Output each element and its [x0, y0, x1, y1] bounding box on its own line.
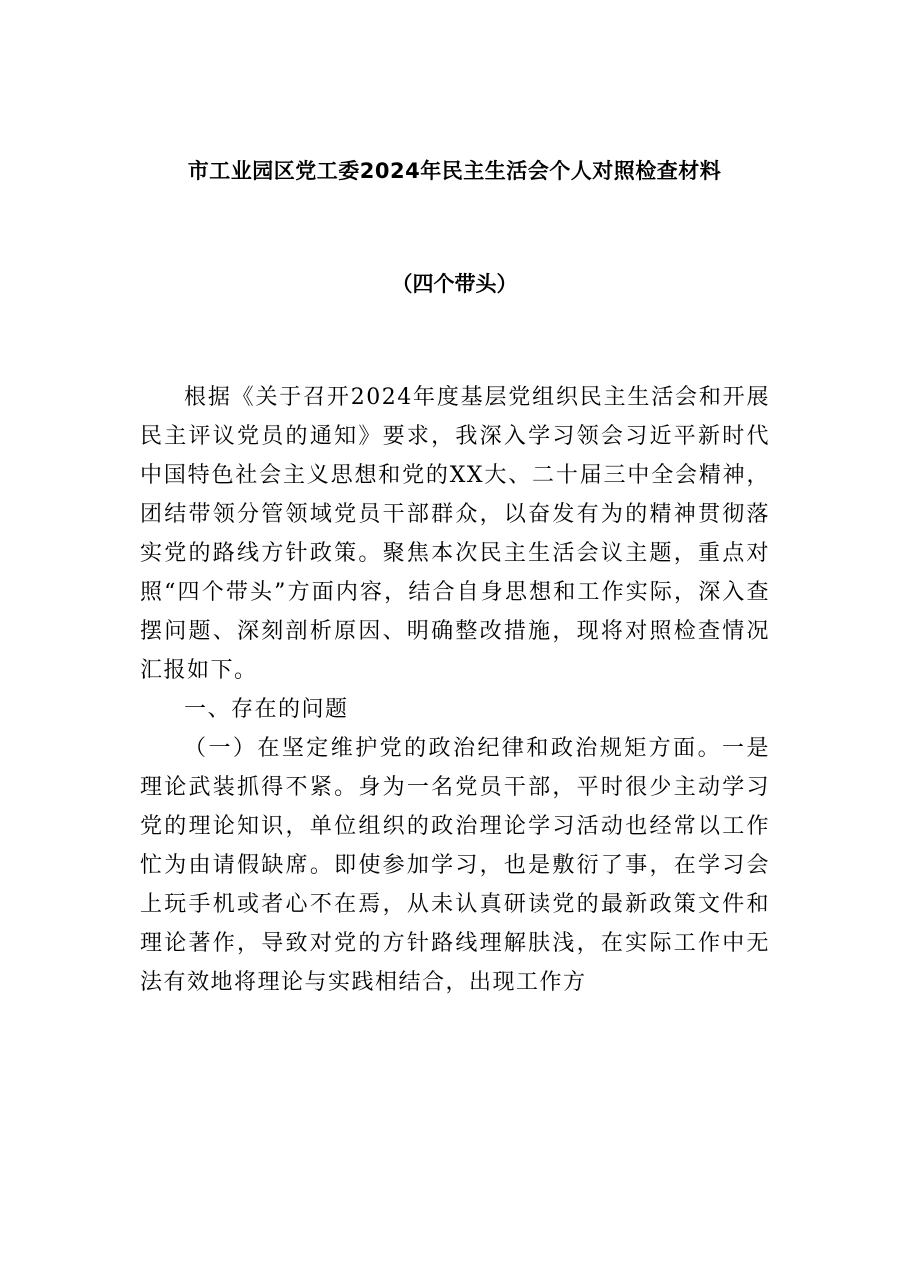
document-subtitle: （四个带头）: [391, 272, 518, 296]
document-body: [140, 378, 770, 1002]
subsection-paragraph: （一）在坚定维护党的政治纪律和政治规矩方面。一是理论武装抓得不紧。身为一名党员干部，平时很少主动学习党的理论知识，单位组织的政治理论学习活动也经常以工作忙为由请假缺席。即使参加学习，也是敷衍了事，在学习会上玩手机或者心不在焉，从未认真研读党的最新政策文件和理论著作，导致对党的方针路线理解肤浅，在实际工作中无法有效地将理论与实践相结合，出现工作方: [140, 736, 770, 995]
section-heading: 一、存在的问题: [184, 697, 349, 722]
document-title: 市工业园区党工委2024年民主生活会个人对照检查材料: [187, 159, 722, 183]
intro-paragraph: 根据《关于召开2024年度基层党组织民主生活会和开展民主评议党员的通知》要求，我深入学习领会习近平新时代中国特色社会主义思想和党的XX大、二十届三中全会精神，团结带领分管领域党员干部群众，以奋发有为的精神贯彻落实党的路线方针政策。聚焦本次民主生活会议主题，重点对照“四个带头”方面内容，结合自身思想和工作实际，深入查摆问题、深刻剖析原因、明确整改措施，现将对照检查情况汇报如下。: [140, 385, 770, 683]
